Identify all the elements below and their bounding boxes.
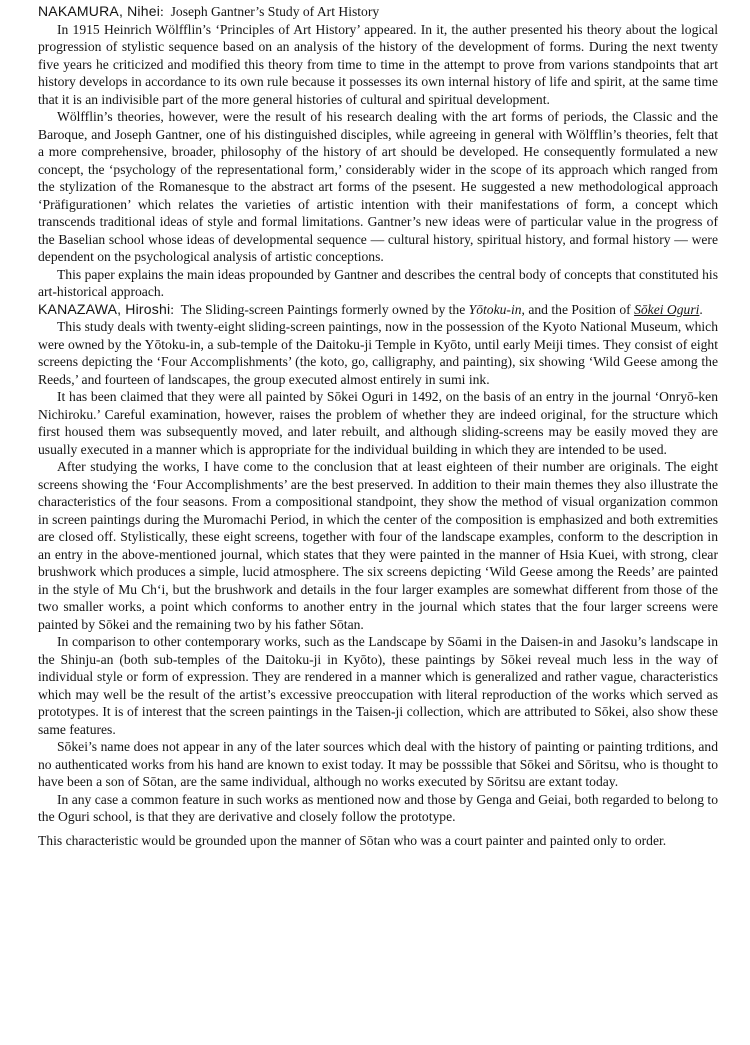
entry-title-italic-underline: Sōkei Oguri	[634, 301, 700, 317]
paragraph: This paper explains the main ideas propounded by Gantner and describes the central body of concepts that constituted his art-historical approach.	[38, 266, 718, 299]
paragraph: In 1915 Heinrich Wölfflin’s ‘Principles of Art History’ appeared. In it, the auther presented his theory about the logical progression of stylistic sequence based on an analysis of the history of the development of forms. During the next twenty five years he criticized and modified this theory from time to time in the attempt to prove from varions standpoints that art history develops in accordance to its own rule because it possesses its own internal history of life and spirit, at the same time that it is an indivisible part of the more general histories of cultural and spiritual development.	[38, 21, 718, 107]
paragraph: This study deals with twenty-eight sliding-screen paintings, now in the possession of the Kyoto National Museum, which were owned by the Yōtoku-in, a sub-temple of the Daitoku-ji Temple in Kyōto, until early Meiji times. They consist of eight screens depicting the ‘Four Accomplishments’ (the koto, go, calligraphy, and painting), six showing ‘Wild Geese among the Reeds,’ and fourteen of landscapes, the group executed almost entirely in sumi ink.	[38, 319, 718, 387]
entry-heading	[38, 3, 718, 21]
closing-paragraph: This characteristic would be grounded upon the manner of Sōtan who was a court painter and painted only to order.	[38, 832, 667, 848]
abstract-entry-kanazawa	[38, 301, 718, 850]
entry-title-italic: Yōtoku-in	[468, 301, 522, 317]
document-page	[38, 3, 718, 849]
paragraph: Wölfflin’s theories, however, were the result of his research dealing with the art forms of periods, the Classic and the Baroque, and Joseph Gantner, one of his distinguished disciples, while agreeing in general with Wölfflin’s theories, felt that a more comprehensive, broader, philosophy of the history of art should be developed. He consequently formulated a new concept, the ‘psychology of the representational form,’ considerably wider in the scope of its approach which ranged from the stylization of the Romanesque to the abstract art forms of the psesent. He suggested a new methodological approach ‘Präfigurationen’ which relates the varieties of artistic intention with their manifestations of form, a concept which transcends traditional ideas of style and formal limitations. Gantner’s new ideas were of particular value in the progress of the Baselian school whose ideas of developmental sequence — cultural history, spiritual history, and formal history — were dependent on the psychological analysis of artistic conceptions.	[38, 109, 718, 264]
entry-heading	[38, 301, 718, 319]
author-name: NAKAMURA, Nihei	[38, 3, 161, 19]
entry-title: Joseph Gantner’s Study of Art History	[170, 4, 380, 19]
entry-title-part: , and the Position of	[521, 301, 635, 317]
author-name: KANAZAWA, Hiroshi	[38, 300, 171, 317]
paragraph: In any case a common feature in such works as mentioned now and those by Genga and Geiai, both regarded to belong to the Oguri school, is that they are derivative and closely follow the prototype.	[38, 791, 718, 824]
heading-colon: :	[160, 4, 171, 19]
paragraph: After studying the works, I have come to the conclusion that at least eighteen of their number are originals. The eight screens showing the ‘Four Accomplishments’ are the best preserved. In addition to their main themes they also illustrate the characteristics of the four seasons. From a compositional standpoint, they show the method of visual organization common in screen paintings during the Muromachi Period, in which the center of the composition is emphasized and both extremities are closed off. Stylistically, these eight screens, together with four of the landscape examples, conform to the description in an entry in the above-mentioned journal, which states that they were painted in the manner of Hsia Kuei, with strong, clear brushwork which produces a simple, lucid atmosphere. The six screens depicting ‘Wild Geese among the Reeds’ are painted in the style of Mu Ch‘i, but the brushwork and details in the four larger examples are somewhat different from those of the two smaller works, a point which conforms to another entry in the journal which states that the four larger screens were painted by Sōkei and the remaining two by his father Sōtan.	[38, 459, 718, 632]
paragraph: It has been claimed that they were all painted by Sōkei Oguri in 1492, on the basis of an entry in the journal ‘Onryō-ken Nichiroku.’ Careful examination, however, raises the problem of whether they are indeed original, for the structure which first housed them was subsequently moved, and later rebuilt, and although sliding-screens may be easily moved they are usually executed in a manner which is appropriate for the individual building in which they are intended to be used.	[38, 389, 718, 457]
paragraph: Sōkei’s name does not appear in any of the later sources which deal with the history of painting or painting trditions, and no authenticated works from his hand are known to exist today. It may be posssible that Sōkei and Sōritsu, who is thought to have been a son of Sōtan, are the same individual, although no works executed by Sōritsu are extant today.	[38, 739, 718, 789]
heading-colon: :	[170, 301, 181, 317]
paragraph: In comparison to other contemporary works, such as the Landscape by Sōami in the Daisen-in and Jasoku’s landscape in the Shinju-an (both sub-temples of the Daitoku-ji in Kyōto), these paintings by Sōkei reveal much less in the way of individual style or form of expression. They are rendered in a manner which is generalized and rather vague, characteristics which may well be the result of the artist’s excessive preoccupation with literal reproduction of the works which served as prototypes. It is of interest that the screen paintings in the Taisen-ji collection, which are attributed to Sōkei, also show these same features.	[38, 634, 718, 737]
entry-title-part: The Sliding-screen Paintings formerly owned by the	[180, 301, 469, 317]
entry-title-part: .	[699, 301, 703, 317]
abstract-entry-nakamura	[38, 3, 718, 301]
